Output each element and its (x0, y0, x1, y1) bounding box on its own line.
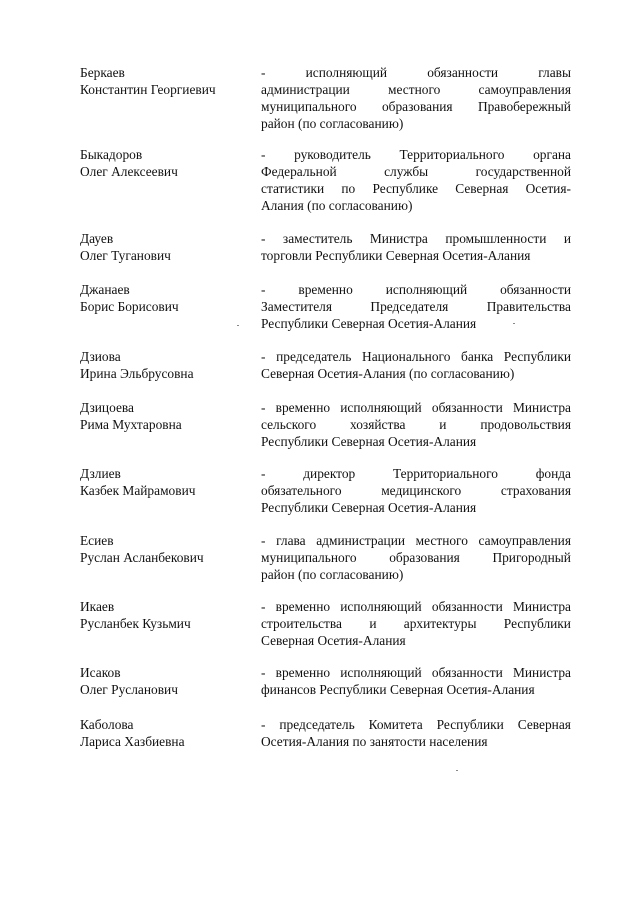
position-word: Правительства (486, 299, 571, 314)
position-line (261, 98, 571, 115)
position-line: - временно исполняющий обязанности Министра (261, 400, 571, 415)
position-word: Правобережный (477, 99, 571, 114)
position-word: и (369, 616, 377, 631)
member-position (261, 230, 571, 264)
position-word: директор (303, 466, 356, 481)
position-word: образования (381, 99, 453, 114)
member-surname: Исаков (80, 665, 121, 680)
position-word: - (261, 466, 266, 481)
position-word: самоуправления (478, 82, 571, 97)
position-line: Северная Осетия-Алания (261, 633, 406, 648)
position-word: и (439, 417, 447, 432)
member-given-name: Константин Георгиевич (80, 82, 216, 97)
position-word: - (261, 717, 266, 732)
member-name (80, 146, 250, 180)
member-surname: Каболова (80, 717, 134, 732)
member-position (261, 146, 571, 214)
scan-speck (456, 770, 458, 771)
member-name (80, 664, 250, 698)
position-line: район (по согласованию) (261, 567, 404, 582)
position-word: обязательного (261, 483, 342, 498)
position-line (261, 549, 571, 566)
position-word: руководитель (294, 147, 371, 162)
position-word: медицинского (381, 483, 462, 498)
member-position (261, 598, 571, 649)
position-word: муниципального (261, 99, 357, 114)
position-line: торговли Республики Северная Осетия-Алания (261, 248, 531, 263)
position-line (261, 716, 571, 733)
position-line (261, 416, 571, 433)
position-word: председатель (279, 717, 355, 732)
position-word: образования (389, 550, 460, 565)
position-word: Территориального (392, 466, 498, 481)
member-surname: Икаев (80, 599, 115, 614)
position-line (261, 146, 571, 163)
position-word: по (341, 181, 356, 196)
position-word: обязанности (427, 65, 499, 80)
member-name (80, 281, 250, 315)
position-line (261, 163, 571, 180)
member-position (261, 664, 571, 698)
position-word: Министра (369, 231, 428, 246)
position-line: - глава администрации местного самоуправления (261, 533, 571, 548)
position-word: Северная (455, 181, 509, 196)
member-position (261, 465, 571, 516)
member-surname: Джанаев (80, 282, 130, 297)
position-word: - (261, 147, 266, 162)
member-name (80, 399, 250, 433)
scan-speck (513, 323, 515, 324)
position-word: главы (538, 65, 571, 80)
member-given-name: Олег Русланович (80, 682, 178, 697)
member-given-name: Русланбек Кузьмич (80, 616, 191, 631)
member-given-name: Борис Борисович (80, 299, 179, 314)
member-surname: Быкадоров (80, 147, 143, 162)
position-line: Республики Северная Осетия-Алания (261, 434, 477, 449)
member-name (80, 716, 250, 750)
position-word: фонда (535, 466, 571, 481)
position-line: район (по согласованию) (261, 116, 404, 131)
member-name (80, 465, 250, 499)
member-surname: Есиев (80, 533, 114, 548)
member-surname: Дзиова (80, 349, 121, 364)
position-word: Пригородный (492, 550, 571, 565)
position-word: промышленности (445, 231, 547, 246)
position-word: заместитель (282, 231, 353, 246)
position-line: - временно исполняющий обязанности Министра (261, 665, 571, 680)
position-word: исполняющий (385, 282, 468, 297)
position-word: Заместителя (261, 299, 333, 314)
member-surname: Дзицоева (80, 400, 134, 415)
member-position (261, 399, 571, 450)
position-line (261, 230, 571, 247)
member-position (261, 716, 571, 750)
position-word: - (261, 65, 266, 80)
position-word: продовольствия (480, 417, 571, 432)
position-line: Осетия-Алания по занятости населения (261, 734, 488, 749)
position-word: - (261, 231, 266, 246)
position-line: Алания (по согласованию) (261, 198, 413, 213)
member-surname: Беркаев (80, 65, 125, 80)
position-word: Республике (372, 181, 439, 196)
position-line: финансов Республики Северная Осетия-Алания (261, 682, 535, 697)
position-line: - временно исполняющий обязанности Министра (261, 599, 571, 614)
member-position (261, 64, 571, 132)
position-word: Председателя (370, 299, 449, 314)
position-word: администрации (261, 82, 350, 97)
member-surname: Дауев (80, 231, 114, 246)
position-word: Территориального (399, 147, 505, 162)
position-word: государственной (475, 164, 571, 179)
position-line (261, 180, 571, 197)
position-word: временно (298, 282, 353, 297)
scan-speck (237, 325, 239, 326)
member-given-name: Олег Туганович (80, 248, 171, 263)
member-name (80, 348, 250, 382)
position-word: статистики (261, 181, 325, 196)
position-word: Осетия- (525, 181, 571, 196)
position-line (261, 465, 571, 482)
position-word: обязанности (500, 282, 571, 297)
position-word: - (261, 282, 266, 297)
member-surname: Дзлиев (80, 466, 121, 481)
member-given-name: Ирина Эльбрусовна (80, 366, 194, 381)
position-word: и (563, 231, 571, 246)
member-name (80, 64, 250, 98)
position-line: Республики Северная Осетия-Алания (261, 316, 477, 331)
member-name (80, 532, 250, 566)
member-given-name: Руслан Асланбекович (80, 550, 204, 565)
position-line (261, 281, 571, 298)
member-position (261, 281, 571, 332)
position-line: Северная Осетия-Алания (по согласованию) (261, 366, 515, 381)
position-line: Республики Северная Осетия-Алания (261, 500, 477, 515)
position-line (261, 615, 571, 632)
member-name (80, 598, 250, 632)
position-word: Комитета (368, 717, 423, 732)
member-position (261, 532, 571, 583)
member-given-name: Лариса Хазбиевна (80, 734, 185, 749)
position-line (261, 482, 571, 499)
position-word: сельского (261, 417, 317, 432)
position-word: Северная (517, 717, 571, 732)
position-word: службы (384, 164, 429, 179)
member-name (80, 230, 250, 264)
position-word: строительства (261, 616, 342, 631)
position-word: исполняющий (305, 65, 388, 80)
member-given-name: Казбек Майрамович (80, 483, 196, 498)
position-word: архитектуры (403, 616, 477, 631)
member-position (261, 348, 571, 382)
position-word: Республики (503, 616, 571, 631)
position-word: страхования (500, 483, 571, 498)
position-word: муниципального (261, 550, 357, 565)
member-given-name: Олег Алексеевич (80, 164, 178, 179)
position-line: - председатель Национального банка Республики (261, 349, 571, 364)
position-word: местного (388, 82, 441, 97)
position-line (261, 64, 571, 81)
position-word: органа (533, 147, 571, 162)
position-line (261, 81, 571, 98)
position-word: Федеральной (261, 164, 337, 179)
position-word: хозяйства (350, 417, 406, 432)
position-line (261, 298, 571, 315)
position-word: Республики (436, 717, 504, 732)
member-given-name: Рима Мухтаровна (80, 417, 182, 432)
